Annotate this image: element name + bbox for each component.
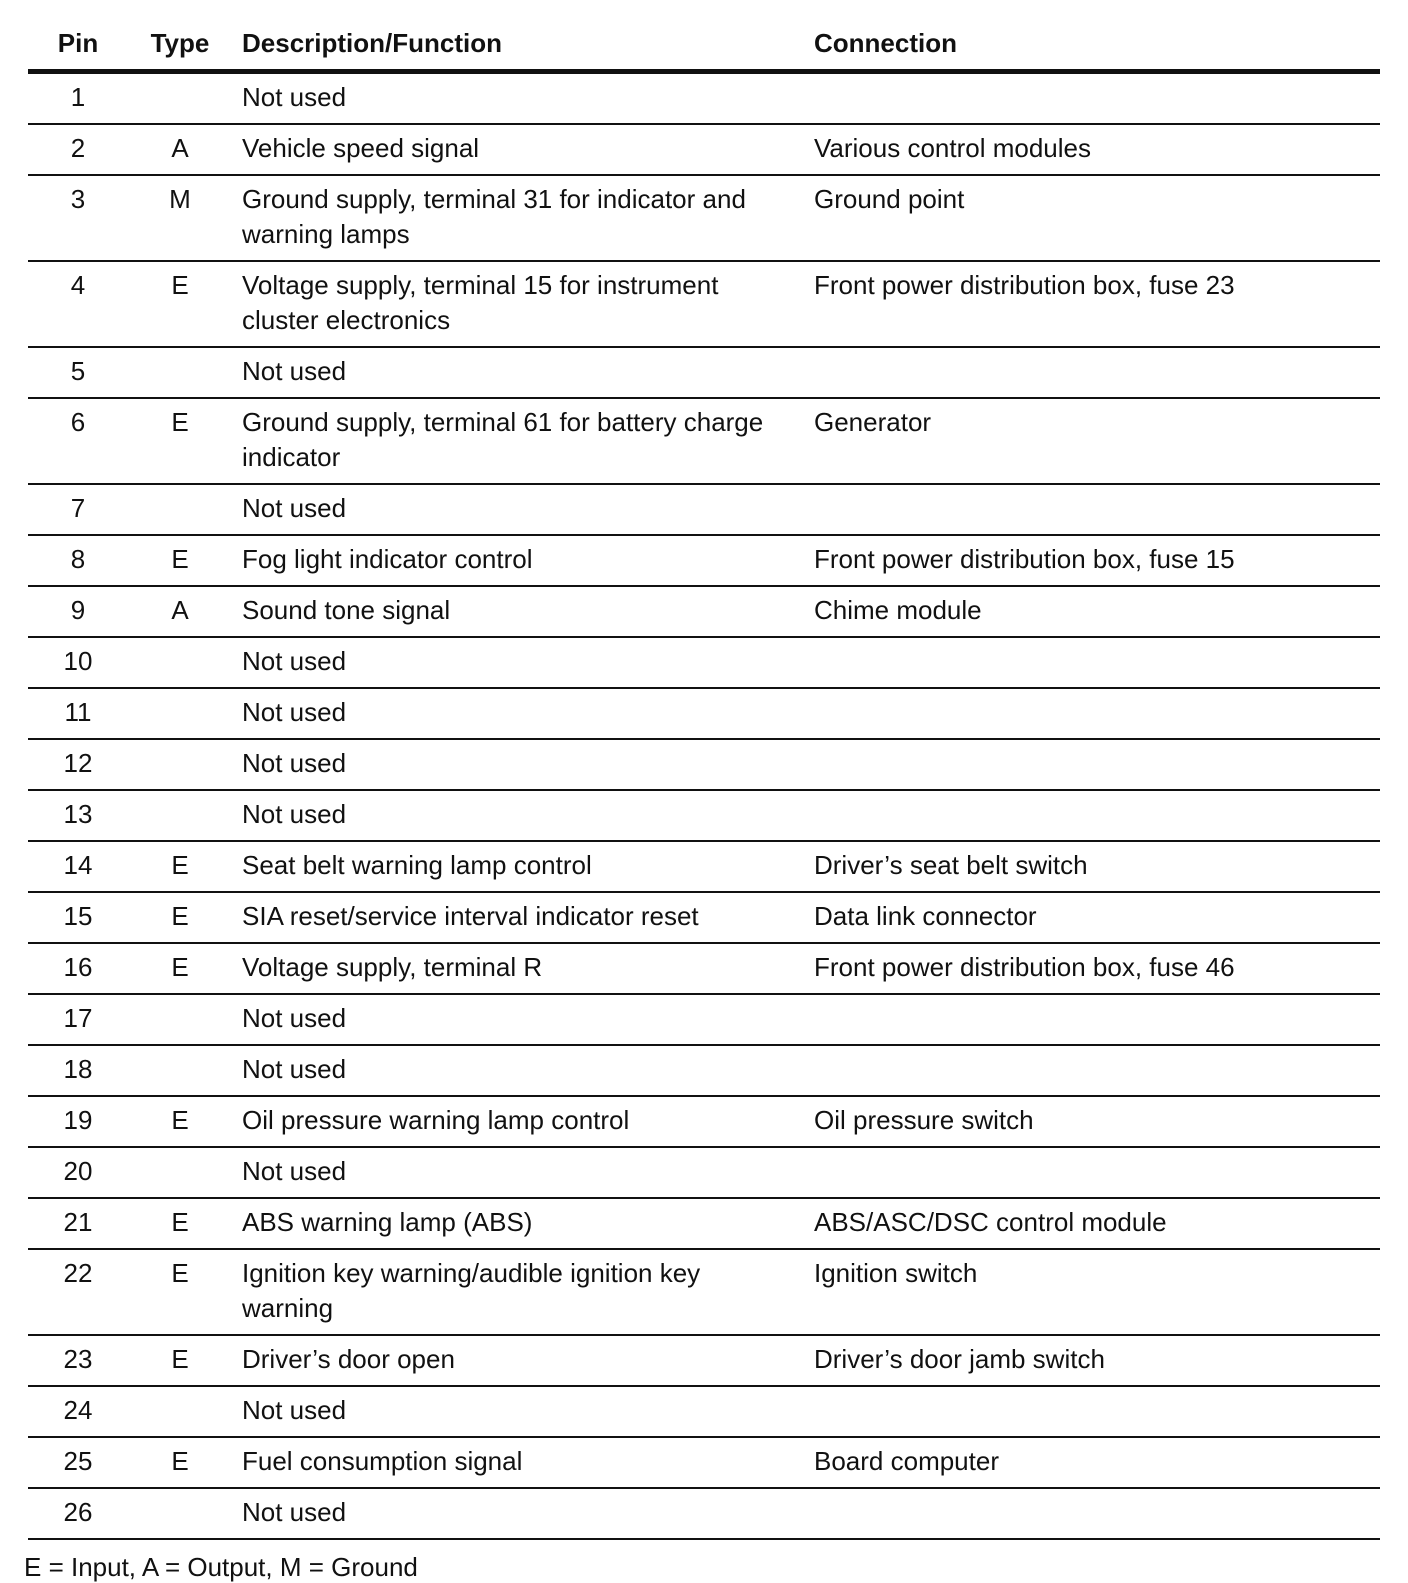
description-cell: Not used	[232, 637, 804, 688]
table-row	[28, 484, 1380, 535]
table-body	[28, 72, 1380, 1540]
description-cell: Not used	[232, 72, 804, 125]
column-header-connection: Connection	[804, 20, 1380, 72]
column-header-type: Type	[128, 20, 232, 72]
description-cell: Not used	[232, 1386, 804, 1437]
type-cell	[128, 347, 232, 398]
type-cell: M	[128, 175, 232, 261]
table-row	[28, 943, 1380, 994]
type-cell: E	[128, 535, 232, 586]
description-cell: Ignition key warning/audible ignition key warning	[232, 1249, 804, 1335]
type-cell	[128, 72, 232, 125]
description-cell: Ground supply, terminal 61 for battery charge indicator	[232, 398, 804, 484]
description-cell: Sound tone signal	[232, 586, 804, 637]
table-row	[28, 175, 1380, 261]
connection-cell: Front power distribution box, fuse 46	[804, 943, 1380, 994]
description-cell: Fuel consumption signal	[232, 1437, 804, 1488]
table-row	[28, 1045, 1380, 1096]
type-cell	[128, 637, 232, 688]
pin-cell: 9	[28, 586, 128, 637]
type-cell: E	[128, 1249, 232, 1335]
connection-cell: Ignition switch	[804, 1249, 1380, 1335]
connection-cell: Various control modules	[804, 124, 1380, 175]
connection-cell: Driver’s door jamb switch	[804, 1335, 1380, 1386]
pin-cell: 19	[28, 1096, 128, 1147]
pin-cell: 7	[28, 484, 128, 535]
table-row	[28, 261, 1380, 347]
type-cell: A	[128, 586, 232, 637]
pin-cell: 21	[28, 1198, 128, 1249]
table-row	[28, 1147, 1380, 1198]
column-header-description: Description/Function	[232, 20, 804, 72]
pin-cell: 11	[28, 688, 128, 739]
table-row	[28, 1096, 1380, 1147]
description-cell: Not used	[232, 994, 804, 1045]
pin-cell: 17	[28, 994, 128, 1045]
table-header	[28, 20, 1380, 72]
connection-cell: Board computer	[804, 1437, 1380, 1488]
connection-cell: Oil pressure switch	[804, 1096, 1380, 1147]
description-cell: ABS warning lamp (ABS)	[232, 1198, 804, 1249]
type-cell	[128, 739, 232, 790]
type-cell	[128, 1488, 232, 1539]
type-cell: E	[128, 841, 232, 892]
pin-cell: 4	[28, 261, 128, 347]
description-cell: Driver’s door open	[232, 1335, 804, 1386]
description-cell: Not used	[232, 484, 804, 535]
table-row	[28, 398, 1380, 484]
description-cell: SIA reset/service interval indicator reset	[232, 892, 804, 943]
connection-cell: Chime module	[804, 586, 1380, 637]
table-row	[28, 790, 1380, 841]
description-cell: Not used	[232, 1147, 804, 1198]
type-cell: E	[128, 1198, 232, 1249]
type-cell: E	[128, 1437, 232, 1488]
connection-cell	[804, 72, 1380, 125]
table-row	[28, 124, 1380, 175]
pin-cell: 3	[28, 175, 128, 261]
connection-cell	[804, 739, 1380, 790]
description-cell: Not used	[232, 347, 804, 398]
type-cell: E	[128, 398, 232, 484]
pin-assignment-table	[28, 20, 1380, 1540]
type-cell	[128, 790, 232, 841]
description-cell: Not used	[232, 790, 804, 841]
table-row	[28, 1386, 1380, 1437]
connection-cell	[804, 994, 1380, 1045]
connection-cell: Generator	[804, 398, 1380, 484]
connection-cell	[804, 637, 1380, 688]
connection-cell	[804, 1147, 1380, 1198]
column-header-pin: Pin	[28, 20, 128, 72]
connection-cell: Ground point	[804, 175, 1380, 261]
pin-cell: 26	[28, 1488, 128, 1539]
description-cell: Fog light indicator control	[232, 535, 804, 586]
description-cell: Seat belt warning lamp control	[232, 841, 804, 892]
type-cell	[128, 994, 232, 1045]
type-cell	[128, 688, 232, 739]
pin-assignment-document	[24, 20, 1380, 1583]
type-cell	[128, 1147, 232, 1198]
pin-cell: 14	[28, 841, 128, 892]
header-row	[28, 20, 1380, 72]
type-cell	[128, 1386, 232, 1437]
table-row	[28, 1488, 1380, 1539]
pin-cell: 16	[28, 943, 128, 994]
table-row	[28, 1437, 1380, 1488]
connection-cell: ABS/ASC/DSC control module	[804, 1198, 1380, 1249]
table-row	[28, 72, 1380, 125]
type-cell	[128, 484, 232, 535]
type-cell: E	[128, 261, 232, 347]
description-cell: Not used	[232, 739, 804, 790]
pin-cell: 20	[28, 1147, 128, 1198]
connection-cell: Data link connector	[804, 892, 1380, 943]
table-row	[28, 347, 1380, 398]
pin-cell: 12	[28, 739, 128, 790]
description-cell: Ground supply, terminal 31 for indicator and warning lamps	[232, 175, 804, 261]
pin-cell: 1	[28, 72, 128, 125]
table-row	[28, 586, 1380, 637]
type-cell	[128, 1045, 232, 1096]
connection-cell: Driver’s seat belt switch	[804, 841, 1380, 892]
description-cell: Voltage supply, terminal R	[232, 943, 804, 994]
type-cell: E	[128, 892, 232, 943]
pin-cell: 5	[28, 347, 128, 398]
table-row	[28, 637, 1380, 688]
table-row	[28, 739, 1380, 790]
connection-cell	[804, 484, 1380, 535]
description-cell: Not used	[232, 1045, 804, 1096]
connection-cell	[804, 347, 1380, 398]
type-cell: A	[128, 124, 232, 175]
connection-cell: Front power distribution box, fuse 23	[804, 261, 1380, 347]
type-cell: E	[128, 1335, 232, 1386]
pin-cell: 13	[28, 790, 128, 841]
connection-cell: Front power distribution box, fuse 15	[804, 535, 1380, 586]
pin-cell: 10	[28, 637, 128, 688]
connection-cell	[804, 688, 1380, 739]
description-cell: Not used	[232, 688, 804, 739]
pin-cell: 15	[28, 892, 128, 943]
pin-cell: 25	[28, 1437, 128, 1488]
table-row	[28, 841, 1380, 892]
table-row	[28, 1335, 1380, 1386]
description-cell: Oil pressure warning lamp control	[232, 1096, 804, 1147]
type-legend: E = Input, A = Output, M = Ground	[24, 1552, 418, 1582]
description-cell: Vehicle speed signal	[232, 124, 804, 175]
type-cell: E	[128, 1096, 232, 1147]
description-cell: Not used	[232, 1488, 804, 1539]
type-cell: E	[128, 943, 232, 994]
pin-cell: 8	[28, 535, 128, 586]
pin-cell: 18	[28, 1045, 128, 1096]
pin-cell: 2	[28, 124, 128, 175]
pin-cell: 24	[28, 1386, 128, 1437]
connection-cell	[804, 790, 1380, 841]
pin-cell: 22	[28, 1249, 128, 1335]
pin-cell: 6	[28, 398, 128, 484]
connection-cell	[804, 1386, 1380, 1437]
table-row	[28, 688, 1380, 739]
connection-cell	[804, 1045, 1380, 1096]
table-row	[28, 1198, 1380, 1249]
table-row	[28, 1249, 1380, 1335]
description-cell: Voltage supply, terminal 15 for instrument cluster electronics	[232, 261, 804, 347]
pin-cell: 23	[28, 1335, 128, 1386]
connection-cell	[804, 1488, 1380, 1539]
table-row	[28, 535, 1380, 586]
table-row	[28, 892, 1380, 943]
table-row	[28, 994, 1380, 1045]
